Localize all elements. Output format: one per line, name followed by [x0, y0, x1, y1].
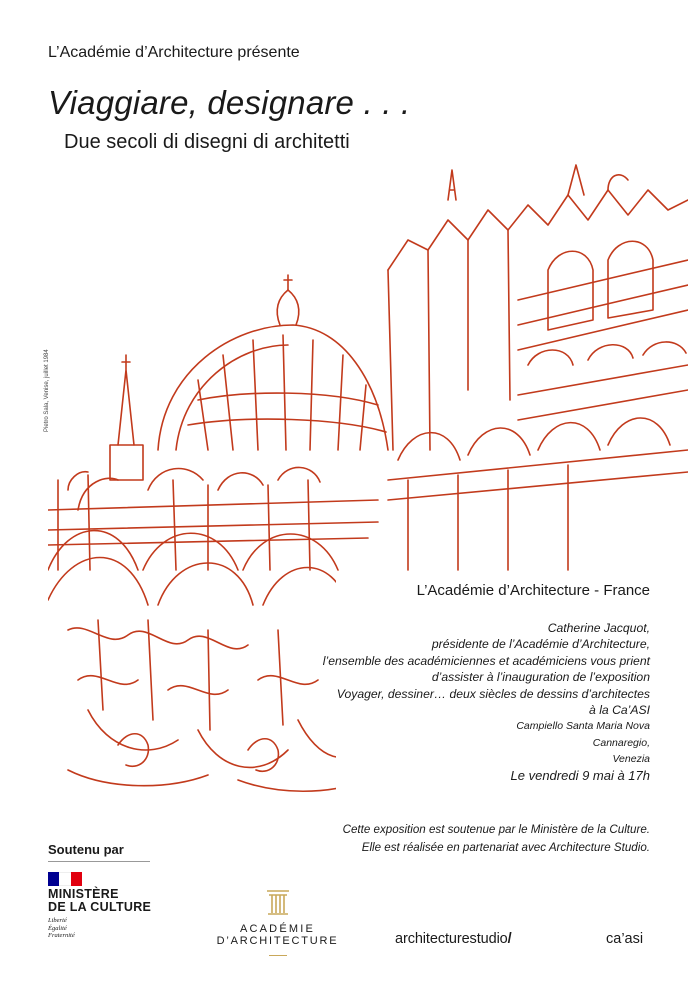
invitation-line: à la Ca’ASI	[589, 703, 650, 718]
organization-name: L’Académie d’Architecture - France	[416, 582, 650, 599]
invitation-line: Catherine Jacquot,	[547, 621, 650, 635]
exhibition-title: Viaggiare, designare . . .	[48, 84, 411, 121]
support-note-line: Cette exposition est soutenue par le Ministère de la Culture.	[342, 823, 650, 836]
academie-logo-line: ACADÉMIE	[239, 923, 316, 935]
invitation-line: d’assister à l’inauguration de l’exposition	[431, 670, 650, 685]
motto	[48, 917, 168, 940]
caasi-logo: ca’asi	[606, 931, 644, 947]
invitation-text	[270, 620, 650, 784]
marianne-flag-icon	[48, 872, 82, 886]
motto-line: Égalité	[48, 924, 67, 932]
address-line: Cannaregio,	[592, 736, 650, 749]
supported-by-label: Soutenu par	[48, 842, 124, 857]
invitation-line: présidente de l’Académie d’Architecture,	[431, 637, 650, 652]
motto-line: Liberté	[48, 917, 67, 924]
column-icon	[265, 888, 291, 916]
exhibition-subtitle: Due secoli di disegni di architetti	[64, 131, 350, 153]
ministry-name-line: DE LA CULTURE	[48, 900, 152, 914]
address-line: Campiello Santa Maria Nova	[516, 720, 650, 733]
support-note-line: Elle est réalisée en partenariat avec Architecture Studio.	[361, 841, 650, 854]
academie-architecture-logo	[215, 888, 340, 956]
event-date: Le vendredi 9 mai à 17h	[510, 767, 650, 783]
invitation-line: l’ensemble des académiciennes et académiciens vous prient	[322, 653, 650, 668]
ministry-name-line: MINISTÈRE	[48, 887, 119, 901]
logo-accent-bar	[269, 955, 287, 956]
architecture-studio-wordmark: architecturestudio	[395, 931, 508, 947]
slash-mark-icon: /	[507, 931, 512, 947]
ministere-culture-logo	[48, 872, 168, 940]
invitation-line: Voyager, dessiner… deux siècles de dessins d’architectes	[336, 686, 650, 701]
address-line: Venezia	[612, 753, 650, 766]
divider	[48, 861, 150, 862]
academie-logo-line: D’ARCHITECTURE	[216, 935, 339, 947]
architecture-studio-logo	[395, 931, 512, 947]
presents-line: L’Académie d’Architecture présente	[48, 44, 300, 61]
sketch-credit: Pietro Sala, Venise, juillet 1984	[44, 349, 50, 432]
motto-line: Fraternité	[48, 932, 75, 939]
support-note	[270, 821, 650, 857]
